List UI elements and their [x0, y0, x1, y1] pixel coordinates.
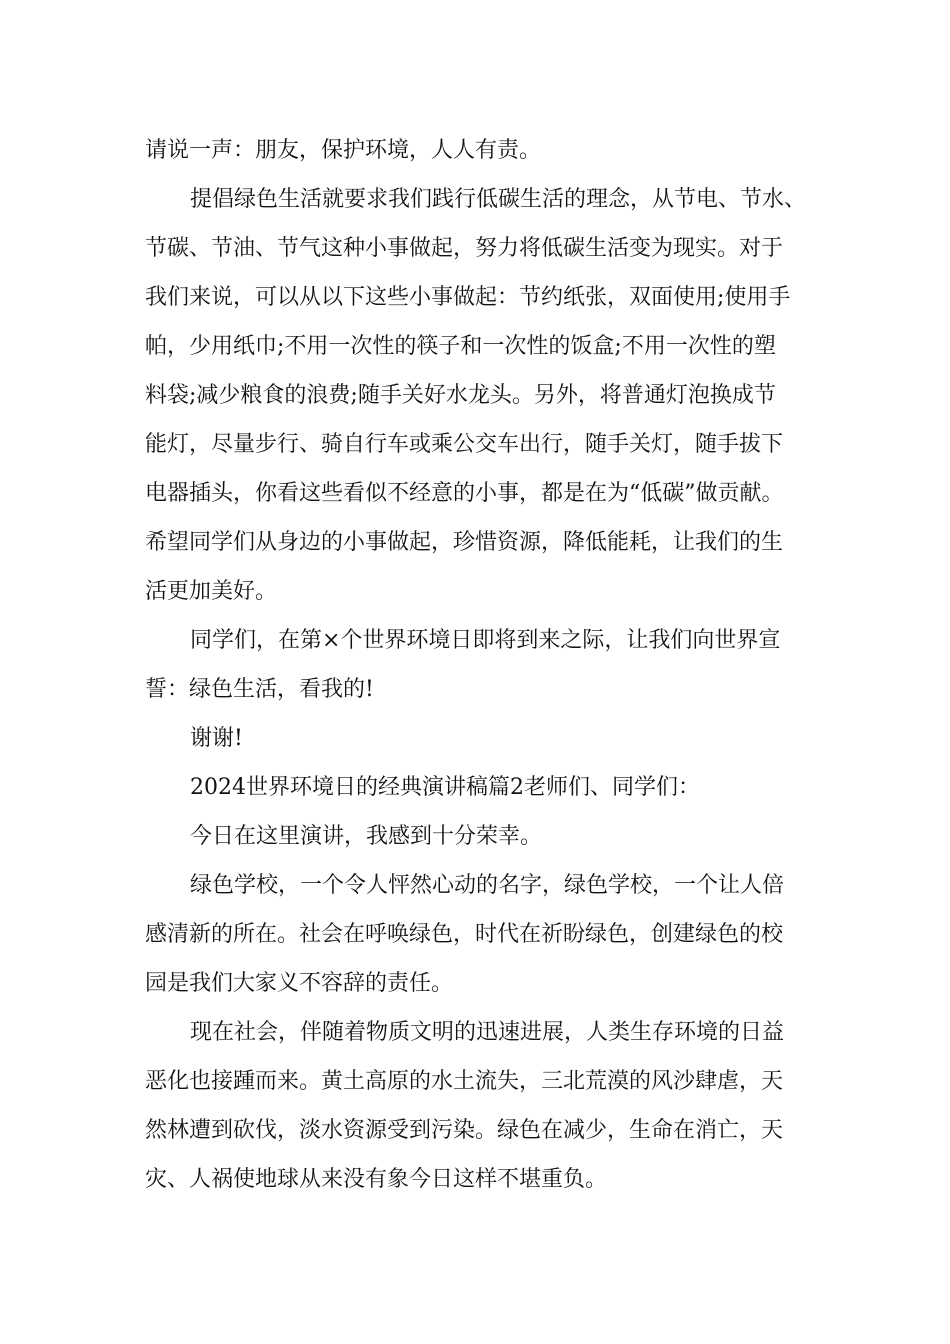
- text-line: 谢谢!: [190, 726, 243, 751]
- text-line: 感清新的所在。社会在呼唤绿色，时代在祈盼绿色，创建绿色的校: [145, 922, 784, 947]
- text-line: 请说一声：朋友，保护环境，人人有责。: [145, 138, 542, 163]
- text-line: 电器插头，你看这些看似不经意的小事，都是在为“低碳”做贡献。: [145, 481, 784, 506]
- text-line: 帕，少用纸巾;不用一次性的筷子和一次性的饭盒;不用一次性的塑: [145, 334, 776, 359]
- text-line: 活更加美好。: [145, 579, 278, 604]
- text-line: 现在社会，伴随着物质文明的迅速进展，人类生存环境的日益: [190, 1020, 785, 1045]
- text-line: 希望同学们从身边的小事做起，珍惜资源，降低能耗，让我们的生: [145, 530, 784, 555]
- text-line: 今日在这里演讲，我感到十分荣幸。: [190, 824, 543, 849]
- text-line: 誓：绿色生活，看我的!: [145, 677, 374, 702]
- text-line: 然林遭到砍伐，淡水资源受到污染。绿色在减少，生命在消亡，天: [145, 1118, 784, 1143]
- text-line: 灾、人祸使地球从来没有象今日这样不堪重负。: [145, 1167, 608, 1192]
- text-line: 我们来说，可以从以下这些小事做起：节约纸张，双面使用;使用手: [145, 285, 791, 310]
- text-line: 节碳、节油、节气这种小事做起，努力将低碳生活变为现实。对于: [145, 236, 784, 261]
- text-line: 同学们，在第×个世界环境日即将到来之际，让我们向世界宣: [190, 628, 781, 653]
- text-line: 绿色学校，一个令人怦然心动的名字，绿色学校，一个让人倍: [190, 873, 785, 898]
- text-line: 提倡绿色生活就要求我们践行低碳生活的理念，从节电、节水、: [190, 187, 807, 212]
- section-heading: 2024世界环境日的经典演讲稿篇2老师们、同学们：: [190, 775, 700, 800]
- text-line: 恶化也接踵而来。黄土高原的水土流失，三北荒漠的风沙肆虐，天: [145, 1069, 784, 1094]
- text-line: 能灯，尽量步行、骑自行车或乘公交车出行，随手关灯，随手拔下: [145, 432, 784, 457]
- text-line: 园是我们大家义不容辞的责任。: [145, 971, 454, 996]
- text-line: 料袋;减少粮食的浪费;随手关好水龙头。另外，将普通灯泡换成节: [145, 383, 776, 408]
